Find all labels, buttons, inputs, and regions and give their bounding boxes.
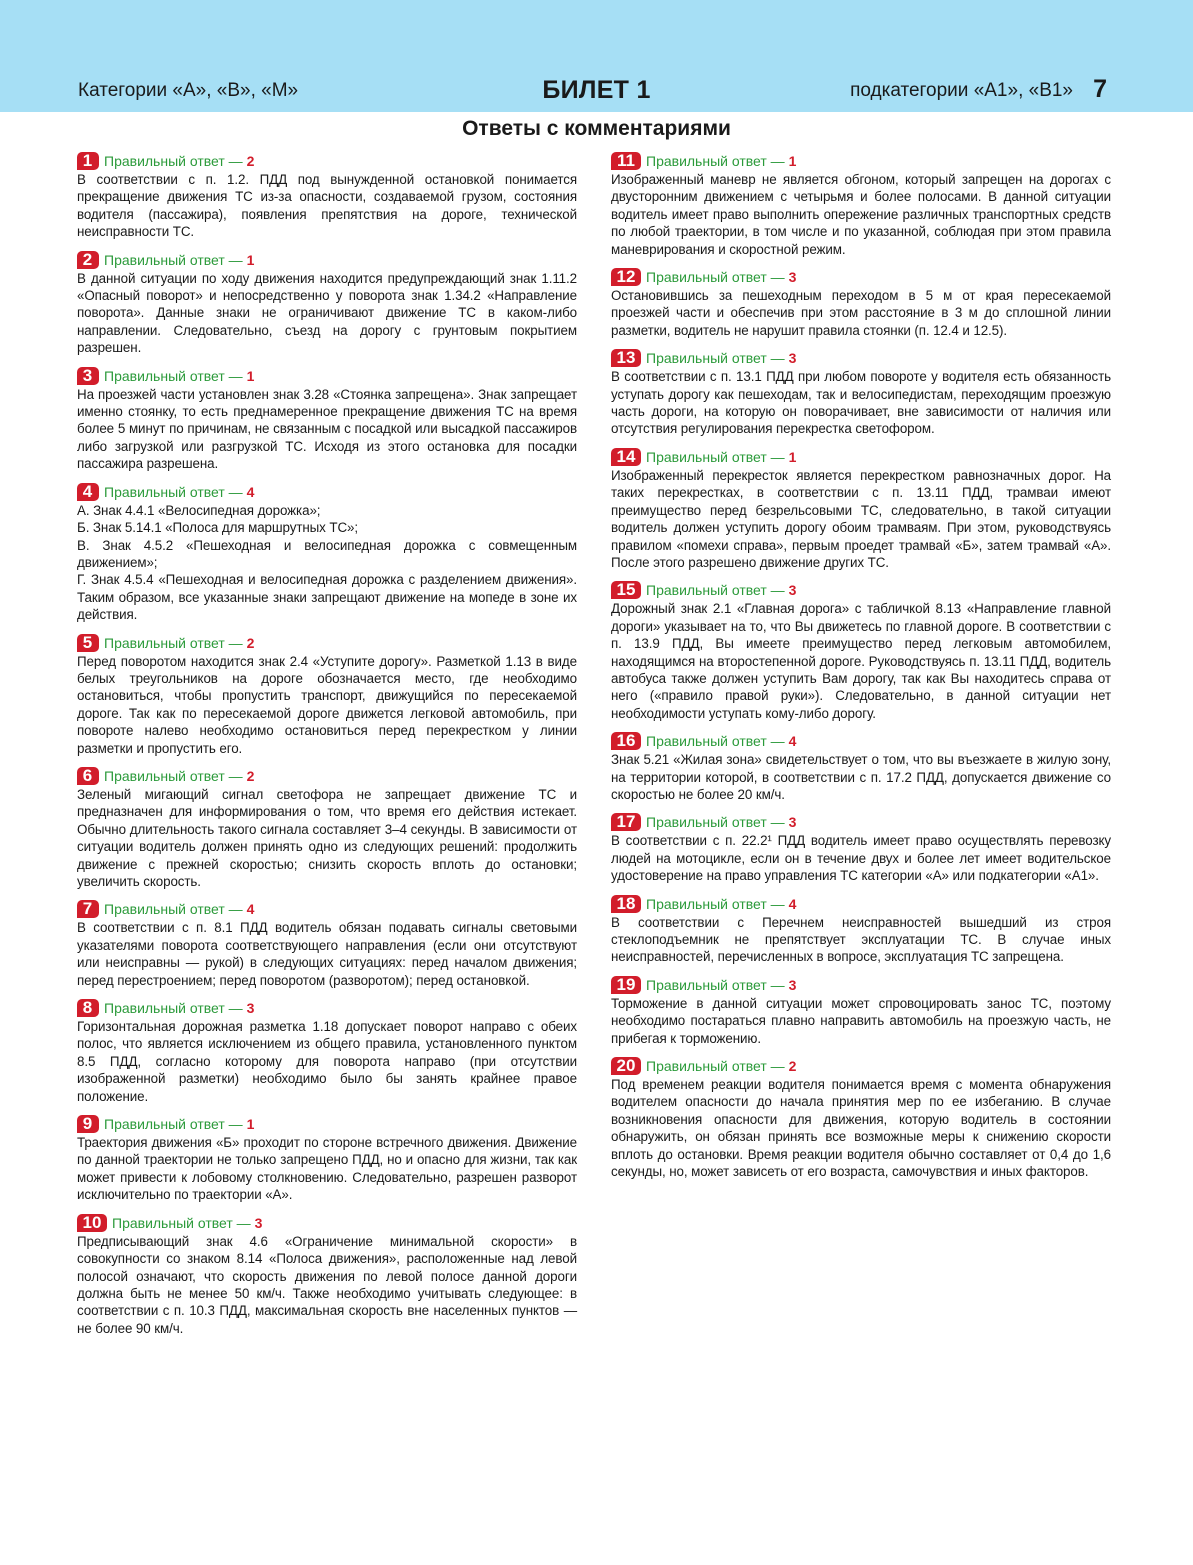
answer-header xyxy=(611,268,1111,286)
correct-answer-label: Правильный ответ — xyxy=(112,1214,251,1231)
answer-entry xyxy=(611,152,1111,258)
answer-header xyxy=(611,1057,1111,1075)
answer-header xyxy=(611,732,1111,750)
correct-answer-value: 4 xyxy=(246,483,255,500)
question-number-badge: 8 xyxy=(77,999,99,1017)
answer-comment: В соответствии с п. 1.2. ПДД под вынужденной остановкой понимается прекращение движения ТС из-за опасности, создаваемой грузом, состояния водителя (пассажира), появления препятствия на дороге, технической неисправности ТС. xyxy=(77,172,577,240)
correct-answer-value: 2 xyxy=(246,634,255,651)
answer-entry xyxy=(77,1214,577,1337)
correct-answer-label: Правильный ответ — xyxy=(646,814,785,831)
answer-comment: Перед поворотом находится знак 2.4 «Уступите дорогу». Разметкой 1.13 в виде белых треугольников на дороге обозначается место, где необходимо остановиться, чтобы пропустить транспорт, движущийся по пересекаемой дороге. Так как по пересекаемой дороге движется легковой автомобиль, при повороте налево необходимо остановиться перед перекрестком у линии разметки и пропустить его. xyxy=(77,653,577,756)
correct-answer-value: 3 xyxy=(254,1214,263,1231)
question-number-badge: 18 xyxy=(611,895,641,913)
answer-entry xyxy=(77,1115,577,1204)
answer-comment: А. Знак 4.4.1 «Велосипедная дорожка»; Б. Знак 5.14.1 «Полоса для маршрутных ТС»; В. Знак 4.5.2 «Пешеходная и велосипедная дорожка с совмещенным движением»; Г. Знак 4.5.4 «Пешеходная и велосипедная дорожка с разделением движения». Таким образом, все указанные знаки запрещают движение на мопеде в зоне их действия. xyxy=(77,502,577,623)
answer-entry xyxy=(77,900,577,989)
page-header xyxy=(0,0,1193,112)
answer-comment: В соответствии с п. 8.1 ПДД водитель обязан подавать сигналы световыми указателями поворота соответствующего направления (если они отсутствуют или неисправны — рукой) в следующих ситуациях: перед началом движения; перед перестроением; перед поворотом (разворотом); перед остановкой. xyxy=(77,920,577,988)
correct-answer-label: Правильный ответ — xyxy=(646,733,785,750)
question-number-badge: 7 xyxy=(77,900,99,918)
correct-answer-label: Правильный ответ — xyxy=(646,895,785,912)
page-number: 7 xyxy=(1093,75,1107,103)
correct-answer-value: 3 xyxy=(246,1000,255,1017)
answer-header xyxy=(611,152,1111,170)
question-number-badge: 5 xyxy=(77,634,99,652)
answer-header xyxy=(77,767,577,785)
correct-answer-value: 4 xyxy=(788,895,797,912)
answer-entry xyxy=(611,268,1111,339)
answer-comment: На проезжей части установлен знак 3.28 «Стоянка запрещена». Знак запрещает именно стоянку, то есть преднамеренное прекращение движения ТС на время более 5 минут по причинам, не связанным с посадкой или высадкой пассажиров либо загрузкой или разгрузкой ТС. Исходя из этого остановка для посадки пассажира разрешена. xyxy=(77,386,577,472)
answer-header xyxy=(77,251,577,269)
correct-answer-label: Правильный ответ — xyxy=(646,269,785,286)
answer-comment: В соответствии с п. 22.2¹ ПДД водитель имеет право осуществлять перевозку людей на мотоцикле, если он в течение двух и более лет имеет водительское удостоверение на право управления ТС категории «А» или подкатегории «А1». xyxy=(611,833,1111,884)
answer-entry xyxy=(77,152,577,241)
answer-entry xyxy=(77,767,577,890)
answer-entry xyxy=(611,1057,1111,1180)
answer-header xyxy=(77,1115,577,1133)
answer-comment: Предписывающий знак 4.6 «Ограничение минимальной скорости» в совокупности со знаком 8.14 «Полоса движения», расположенные над левой полосой означают, что скорость движения по левой полосе данной дороги должна быть не менее 50 км/ч. Также необходимо учитывать следующее: в соответствии с п. 10.3 ПДД, максимальная скорость вне населенных пунктов — не более 90 км/ч. xyxy=(77,1233,577,1336)
correct-answer-value: 2 xyxy=(246,153,255,169)
answer-entry xyxy=(77,999,577,1105)
correct-answer-value: 1 xyxy=(788,448,797,465)
correct-answer-value: 1 xyxy=(246,367,255,384)
answer-header xyxy=(77,152,577,170)
question-number-badge: 14 xyxy=(611,448,641,466)
correct-answer-value: 4 xyxy=(788,733,797,750)
answer-comment: Изображенный маневр не является обгоном, который запрещен на дорогах с двусторонним движением с четырьмя и более полосами. В данной ситуации водитель имеет право выполнить опережение различных транспортных средств по любой траектории, в том числе и по указанной, соблюдая при этом правила маневрирования и скоростной режим. xyxy=(611,172,1111,257)
question-number-badge: 10 xyxy=(77,1214,107,1232)
correct-answer-label: Правильный ответ — xyxy=(646,448,785,465)
correct-answer-label: Правильный ответ — xyxy=(104,153,243,169)
question-number-badge: 4 xyxy=(77,483,99,501)
correct-answer-label: Правильный ответ — xyxy=(646,582,785,599)
header-categories: Категории «А», «В», «М» xyxy=(78,80,299,101)
answer-comment: Остановившись за пешеходным переходом в 5 м от края пересекаемой проезжей части и обеспечив при этом расстояние в 3 м до сплошной линии разметки, водитель не нарушит правила стоянки (п. 12.4 и 12.5). xyxy=(611,288,1111,338)
answer-header xyxy=(611,581,1111,599)
answer-header xyxy=(77,634,577,652)
answer-header xyxy=(77,900,577,918)
answer-header xyxy=(611,448,1111,466)
answer-comment: Дорожный знак 2.1 «Главная дорога» с табличкой 8.13 «Направление главной дороги» указывает на то, что Вы движетесь по главной дороге. В соответствии с п. 13.9 ПДД, Вы имеете преимущество перед легковым автомобилем, находящимся на второстепенной дороге. Руководствуясь п. 13.11 ПДД, водитель автобуса также должен уступить Вам дорогу, так как Вы находитесь справа от него («правило правой руки»). Следовательно, в данной ситуации нет необходимости уступать кому-либо дорогу. xyxy=(611,601,1111,721)
correct-answer-label: Правильный ответ — xyxy=(646,976,785,993)
question-number-badge: 2 xyxy=(77,251,99,269)
question-number-badge: 12 xyxy=(611,268,641,286)
question-number-badge: 11 xyxy=(611,152,641,170)
correct-answer-value: 2 xyxy=(788,1058,797,1075)
answer-header xyxy=(611,813,1111,831)
correct-answer-value: 1 xyxy=(246,1116,255,1133)
correct-answer-value: 3 xyxy=(788,582,797,599)
correct-answer-value: 1 xyxy=(246,251,255,268)
question-number-badge: 17 xyxy=(611,813,641,831)
question-number-badge: 9 xyxy=(77,1115,99,1133)
correct-answer-label: Правильный ответ — xyxy=(104,634,243,651)
question-number-badge: 19 xyxy=(611,976,641,994)
correct-answer-value: 2 xyxy=(246,767,255,784)
answer-header xyxy=(77,483,577,501)
correct-answer-label: Правильный ответ — xyxy=(104,251,243,268)
question-number-badge: 20 xyxy=(611,1057,641,1075)
correct-answer-value: 4 xyxy=(246,901,255,918)
question-number-badge: 3 xyxy=(77,367,99,385)
correct-answer-value: 1 xyxy=(788,153,797,169)
answer-entry xyxy=(611,813,1111,884)
header-subcategories: подкатегории «А1», «В1» xyxy=(850,80,1073,101)
answer-comment: В данной ситуации по ходу движения находится предупреждающий знак 1.11.2 «Опасный поворот» и непосредственно у поворота знак 1.34.2 «Направление поворота». Данные знаки не ограничивают движение ТС в каком-либо направлении. Следовательно, съезд на дорогу с грунтовым покрытием разрешен. xyxy=(77,270,577,356)
correct-answer-label: Правильный ответ — xyxy=(646,1058,785,1075)
answer-entry xyxy=(611,581,1111,722)
answer-comment: В соответствии с п. 13.1 ПДД при любом повороте у водителя есть обязанность уступать дорогу как пешеходам, так и велосипедистам, переходящим проезжую часть дороги, на которую он поворачивает, вне зависимости от наличия или отсутствия регулирования перекрестка светофором. xyxy=(611,369,1111,437)
answer-comment: В соответствии с Перечнем неисправностей вышедший из строя стеклоподъемник не препятствует эксплуатации ТС. В случае иных неисправностей, перечисленных в вопросе, эксплуатация ТС запрещена. xyxy=(611,914,1111,965)
answer-header xyxy=(611,349,1111,367)
correct-answer-label: Правильный ответ — xyxy=(104,767,243,784)
correct-answer-label: Правильный ответ — xyxy=(646,153,785,169)
question-number-badge: 6 xyxy=(77,767,99,785)
answer-entry xyxy=(77,367,577,473)
answer-entry xyxy=(611,448,1111,571)
answer-comment: Зеленый мигающий сигнал светофора не запрещает движение ТС и предназначен для информирования о том, что время его действия истекает. Обычно длительность такого сигнала составляет 3–4 секунды. В зависимости от ситуации водитель должен принять одно из следующих решений: продолжить движение с прежней скоростью; снизить скорость вплоть до остановки; увеличить скорость. xyxy=(77,786,577,889)
left-column xyxy=(77,152,577,1347)
answer-comment: Под временем реакции водителя понимается время с момента обнаружения водителем опасности до начала принятия мер по ее избеганию. В случае возникновения опасности для движения, которую водитель в состоянии обнаружить, он обязан принять все возможные меры к снижению скорости вплоть до остановки. Время реакции водителя обычно составляет от 0,4 до 1,6 секунды, но, может зависеть от его возраста, самочувствия и иных факторов. xyxy=(611,1077,1111,1180)
answer-header xyxy=(77,1214,577,1232)
answer-entry xyxy=(77,483,577,624)
answer-comment: Знак 5.21 «Жилая зона» свидетельствует о том, что вы въезжаете в жилую зону, на территории которой, в соответствии с п. 17.2 ПДД, допускается движение со скоростью не более 20 км/ч. xyxy=(611,752,1111,802)
answer-header xyxy=(77,999,577,1017)
correct-answer-value: 3 xyxy=(788,350,797,367)
answer-comment: Изображенный перекресток является перекрестком равнозначных дорог. На таких перекрестках, в соответствии с п. 13.11 ПДД, трамваи имеют преимущество перед безрельсовыми ТС, следовательно, в такой ситуации водитель должен уступить дорогу обоим трамваям. При этом, руководствуясь правилом «помехи справа», первым проедет трамвай «Б», затем трамвай «А». После этого разрешено движение других ТС. xyxy=(611,467,1111,570)
correct-answer-label: Правильный ответ — xyxy=(104,1000,243,1017)
answer-comment: Траектория движения «Б» проходит по стороне встречного движения. Движение по данной траектории не только запрещено ПДД, но и опасно для жизни, так как может привести к лобовому столкновению. Следовательно, разрешен разворот исключительно по траектории «А». xyxy=(77,1135,577,1203)
answer-entry xyxy=(611,732,1111,803)
correct-answer-label: Правильный ответ — xyxy=(646,350,785,367)
correct-answer-value: 3 xyxy=(788,814,797,831)
question-number-badge: 1 xyxy=(77,152,99,170)
answer-header xyxy=(77,367,577,385)
answer-header xyxy=(611,976,1111,994)
correct-answer-label: Правильный ответ — xyxy=(104,901,243,918)
answer-entry xyxy=(611,976,1111,1047)
section-title: Ответы с комментариями xyxy=(462,117,731,140)
correct-answer-value: 3 xyxy=(788,269,797,286)
correct-answer-label: Правильный ответ — xyxy=(104,483,243,500)
answer-comment: Торможение в данной ситуации может спровоцировать занос ТС, поэтому необходимо постараться плавно направить автомобиль на проезжую часть, не прибегая к торможению. xyxy=(611,995,1111,1046)
correct-answer-label: Правильный ответ — xyxy=(104,1116,243,1133)
answer-entry xyxy=(611,349,1111,438)
answer-entry xyxy=(77,251,577,357)
answer-entry xyxy=(611,895,1111,966)
question-number-badge: 16 xyxy=(611,732,641,750)
answer-comment: Горизонтальная дорожная разметка 1.18 допускает поворот направо с обеих полос, что является исключением из общего правила, установленного пунктом 8.5 ПДД, согласно которому для поворота направо (при отсутствии изображенной разметки) необходимо было бы занять крайнее правое положение. xyxy=(77,1019,577,1104)
correct-answer-value: 3 xyxy=(788,976,797,993)
answer-header xyxy=(611,895,1111,913)
question-number-badge: 13 xyxy=(611,349,641,367)
correct-answer-label: Правильный ответ — xyxy=(104,367,243,384)
ticket-title: БИЛЕТ 1 xyxy=(542,76,651,104)
right-column xyxy=(611,152,1111,1190)
question-number-badge: 15 xyxy=(611,581,641,599)
answer-entry xyxy=(77,634,577,757)
